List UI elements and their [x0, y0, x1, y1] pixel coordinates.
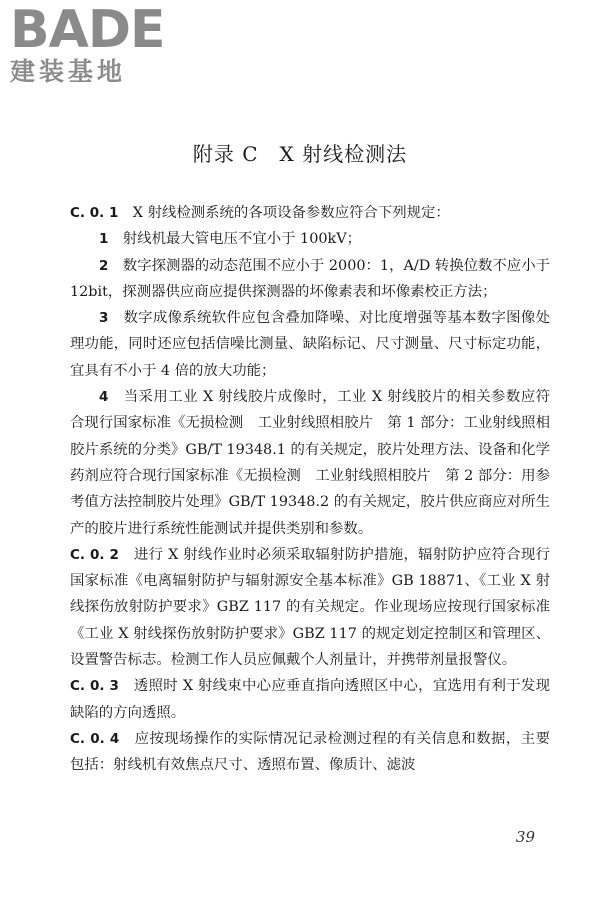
page-number: 39	[515, 828, 535, 846]
clause-c02	[70, 542, 550, 673]
clause-c03	[70, 673, 550, 726]
appendix-title: 附录 C X 射线检测法	[192, 142, 408, 166]
document-body	[70, 200, 550, 779]
item-number: 3	[99, 310, 109, 327]
clause-c01	[70, 200, 550, 226]
logo-wordmark: BADE	[10, 0, 165, 60]
clause-c01-item-1	[70, 226, 550, 252]
item-text: 当采用工业 X 射线胶片成像时，工业 X 射线胶片的相关参数应符合现行国家标准《无损检测 工业射线照相胶片 第 1 部分：工业射线照相胶片系统的分类》GB/T 19348.1 的有关规定，胶片处理方法、设备和化学药剂应符合现行国家标准《无损检测 工业射线照相胶片 第 2 部分：用参考值方法控制胶片处理》GB/T 19348.2 的有关规定，胶片供应商应对所生产的胶片进行系统性能测试并提供类别和参数。	[70, 389, 550, 537]
item-number: 1	[99, 231, 109, 248]
clause-c01-item-4	[70, 384, 550, 542]
clause-text: X 射线检测系统的各项设备参数应符合下列规定：	[118, 205, 450, 221]
item-text: 数字探测器的动态范围不应小于 2000：1，A/D 转换位数不应小于 12bit，探测器供应商应提供探测器的坏像素表和坏像素校正方法；	[70, 257, 550, 300]
clause-c01-item-2	[70, 253, 550, 306]
clause-text: 透照时 X 射线束中心应垂直指向透照区中心，宜选用有利于发现缺陷的方向透照。	[70, 678, 550, 721]
item-number: 2	[99, 257, 109, 274]
clause-number: C. 0. 1	[70, 205, 119, 221]
clause-number: C. 0. 2	[70, 546, 119, 563]
logo-subtitle: 建装基地	[10, 57, 127, 86]
clause-number: C. 0. 4	[70, 730, 120, 747]
item-text: 数字成像系统软件应包含叠加降噪、对比度增强等基本数字图像处理功能，同时还应包括信噪比测量、缺陷标记、尺寸测量、尺寸标定功能，宜具有不小于 4 倍的放大功能；	[70, 310, 550, 379]
clause-c04	[70, 726, 550, 779]
clause-c01-item-3	[70, 305, 550, 384]
clause-text: 应按现场操作的实际情况记录检测过程的有关信息和数据，主要包括：射线机有效焦点尺寸、透照布置、像质计、滤波	[70, 730, 550, 774]
clause-number: C. 0. 3	[70, 678, 119, 695]
clause-text: 进行 X 射线作业时必须采取辐射防护措施，辐射防护应符合现行国家标准《电离辐射防护与辐射源安全基本标准》GB 18871、《工业 X 射线探伤放射防护要求》GBZ 117 的有关规定。作业现场应按现行国家标准《工业 X 射线探伤放射防护要求》GBZ 117 的规定划定控制区和管理区、设置警告标志。检测工作人员应佩戴个人剂量计，并携带剂量报警仪。	[70, 546, 550, 669]
item-text: 射线机最大管电压不宜小于 100kV；	[108, 231, 362, 248]
bade-logo	[10, 0, 180, 86]
item-number: 4	[99, 389, 109, 406]
